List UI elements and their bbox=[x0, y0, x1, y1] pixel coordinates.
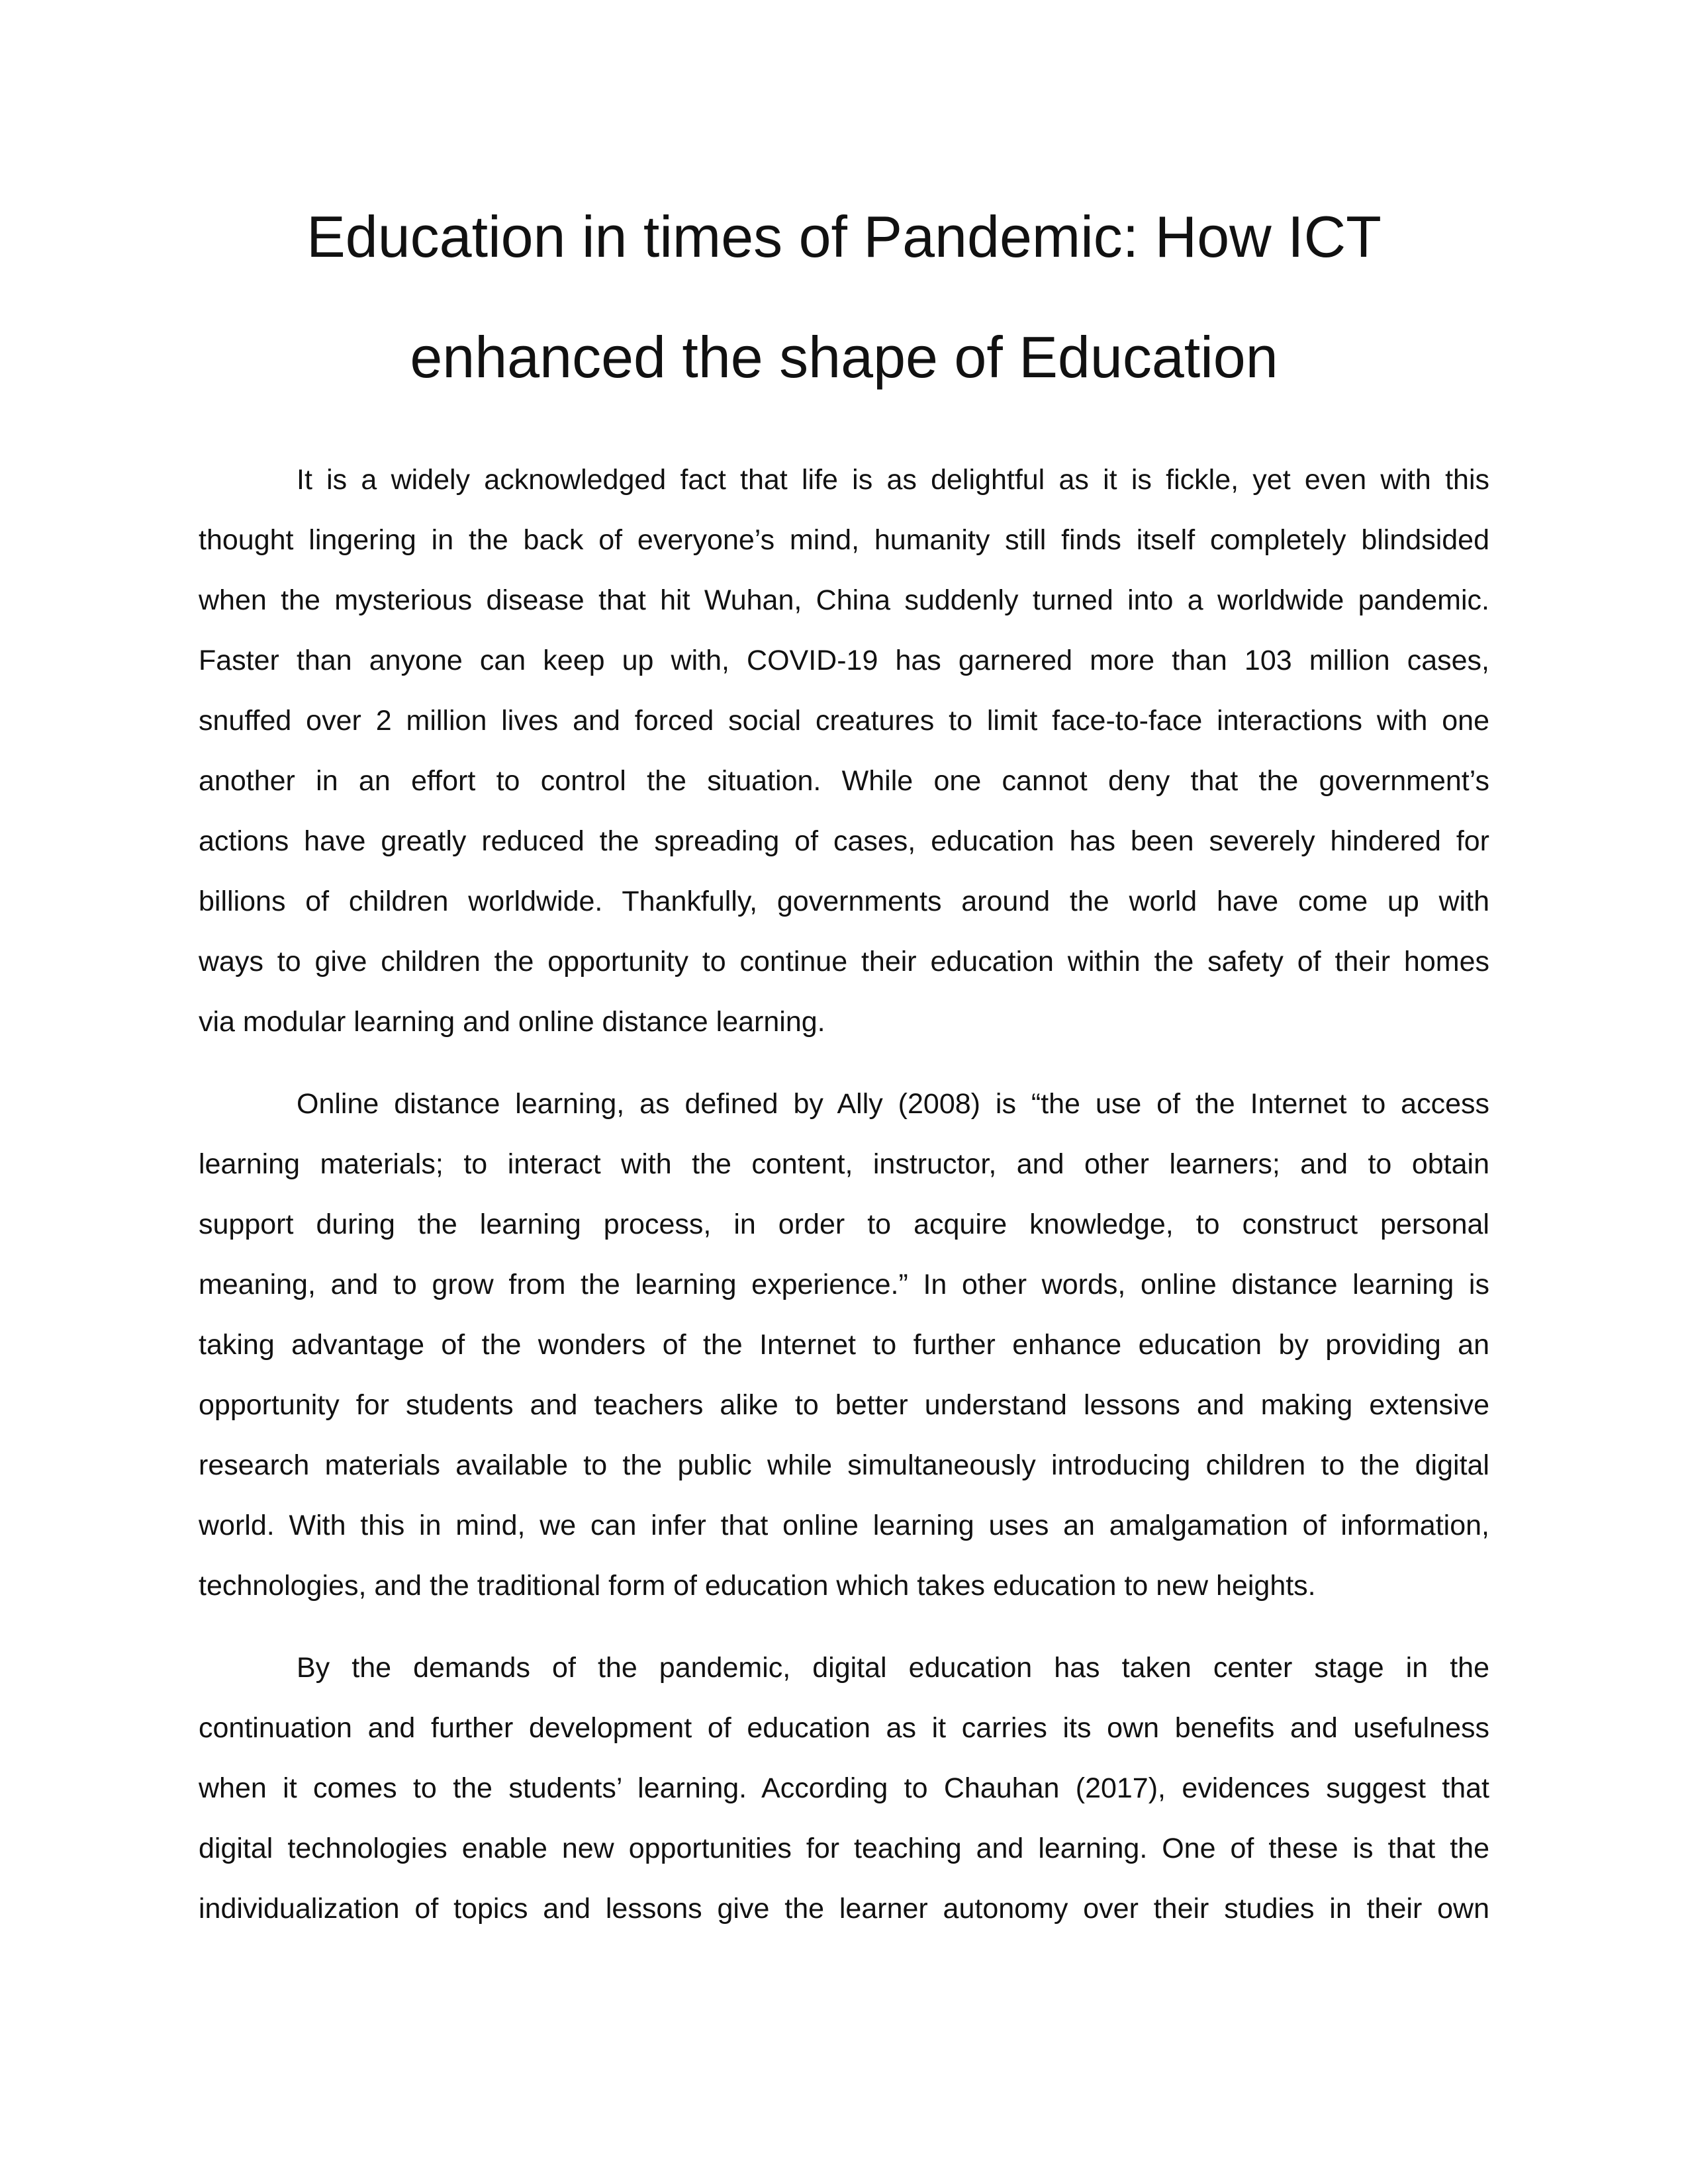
paragraph-line: billions of children worldwide. Thankfully, governments around the world have come up with bbox=[199, 886, 1489, 917]
paragraph-line: ways to give children the opportunity to continue their education within the safety of their homes bbox=[199, 946, 1489, 978]
paragraph-line: individualization of topics and lessons give the learner autonomy over their studies in their own bbox=[199, 1893, 1489, 1925]
paragraph-line: Online distance learning, as defined by Ally (2008) is “the use of the Internet to access bbox=[297, 1088, 1489, 1120]
paragraph-line: Faster than anyone can keep up with, COVID-19 has garnered more than 103 million cases, bbox=[199, 645, 1489, 676]
paragraph-line: learning materials; to interact with the content, instructor, and other learners; and to obtain bbox=[199, 1148, 1489, 1180]
paragraph-line: when the mysterious disease that hit Wuhan, China suddenly turned into a worldwide pandemic. bbox=[199, 584, 1489, 616]
paragraph-line: world. With this in mind, we can infer that online learning uses an amalgamation of information, bbox=[199, 1510, 1489, 1541]
paragraph-line: continuation and further development of education as it carries its own benefits and usefulness bbox=[199, 1712, 1489, 1744]
paragraph-line: another in an effort to control the situation. While one cannot deny that the government’s bbox=[199, 765, 1489, 797]
paragraph-line: support during the learning process, in order to acquire knowledge, to construct personal bbox=[199, 1208, 1489, 1240]
paragraph-line: meaning, and to grow from the learning experience.” In other words, online distance learning is bbox=[199, 1269, 1489, 1300]
paragraph-line: It is a widely acknowledged fact that life is as delightful as it is fickle, yet even with this bbox=[297, 464, 1489, 496]
paragraph-line: By the demands of the pandemic, digital education has taken center stage in the bbox=[297, 1652, 1489, 1684]
paragraph-line: thought lingering in the back of everyone’s mind, humanity still finds itself completely blindsided bbox=[199, 524, 1489, 556]
paragraph-line: technologies, and the traditional form of education which takes education to new heights. bbox=[199, 1570, 1316, 1602]
paragraph-line: taking advantage of the wonders of the Internet to further enhance education by providing an bbox=[199, 1329, 1489, 1361]
paragraph-line: snuffed over 2 million lives and forced social creatures to limit face-to-face interactions with one bbox=[199, 705, 1489, 737]
paragraph-line: when it comes to the students’ learning. According to Chauhan (2017), evidences suggest that bbox=[199, 1772, 1489, 1804]
title-line-2: enhanced the shape of Education bbox=[410, 324, 1278, 390]
paragraph-line: actions have greatly reduced the spreading of cases, education has been severely hindered for bbox=[199, 825, 1489, 857]
paragraph-line: opportunity for students and teachers alike to better understand lessons and making extensive bbox=[199, 1389, 1489, 1421]
paragraph-line: via modular learning and online distance learning. bbox=[199, 1006, 825, 1038]
title-line-1: Education in times of Pandemic: How ICT bbox=[306, 204, 1382, 269]
paragraph-line: digital technologies enable new opportunities for teaching and learning. One of these is that the bbox=[199, 1833, 1489, 1864]
paragraph-line: research materials available to the public while simultaneously introducing children to the digital bbox=[199, 1449, 1489, 1481]
